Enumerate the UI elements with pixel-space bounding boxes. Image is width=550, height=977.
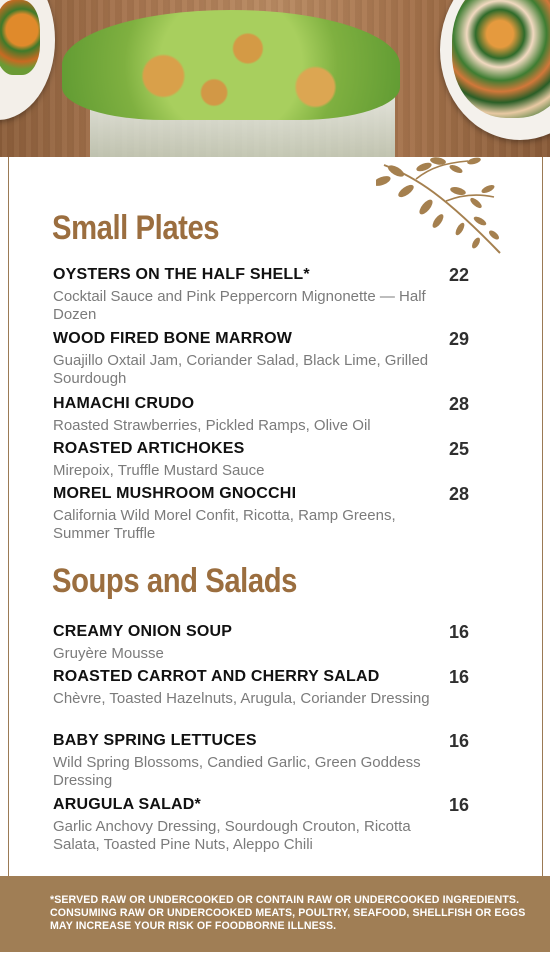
item-description: Chèvre, Toasted Hazelnuts, Arugula, Coriander Dressing (53, 690, 430, 707)
item-description: Roasted Strawberries, Pickled Ramps, Olive Oil (53, 417, 371, 434)
item-description: Mirepoix, Truffle Mustard Sauce (53, 462, 265, 479)
item-price: 28 (449, 394, 470, 414)
branch-ornament-icon (376, 157, 506, 257)
item-price: 16 (449, 622, 470, 642)
menu-item (53, 795, 493, 854)
item-price: 25 (449, 439, 470, 459)
caesar-salad-image (62, 10, 400, 120)
menu-item (53, 731, 493, 790)
item-name: HAMACHI CRUDO (53, 395, 195, 412)
left-plate-food (0, 0, 40, 75)
item-name: OYSTERS ON THE HALF SHELL* (53, 266, 310, 283)
menu-item (53, 667, 493, 708)
item-price: 28 (449, 484, 470, 504)
item-price: 16 (449, 795, 470, 815)
hero-food-photo (0, 0, 550, 157)
allergen-disclaimer-footer (0, 876, 550, 952)
item-name: CREAMY ONION SOUP (53, 623, 233, 640)
item-name: WOOD FIRED BONE MARROW (53, 330, 293, 347)
item-name: ROASTED ARTICHOKES (53, 440, 245, 457)
menu-item (53, 439, 493, 480)
disclaimer-text: *SERVED RAW OR UNDERCOOKED OR CONTAIN RAW OR UNDERCOOKED INGREDIENTS. CONSUMING RAW OR UNDERCOOKED MEATS, POULTRY, SEAFOOD, SHELLFISH OR EGGS MAY INCREASE YOUR RISK OF FOODBORNE ILLNESS. (50, 894, 526, 932)
item-description: Gruyère Mousse (53, 645, 164, 662)
item-price: 16 (449, 731, 470, 751)
menu-item (53, 265, 493, 324)
item-name: BABY SPRING LETTUCES (53, 732, 257, 749)
item-price: 16 (449, 667, 470, 687)
menu-item (53, 394, 493, 435)
menu-item (53, 329, 493, 388)
right-plate-food (452, 0, 550, 118)
item-price: 22 (449, 265, 470, 285)
menu-item (53, 622, 493, 663)
section-title-small-plates: Small Plates (52, 209, 220, 247)
item-description: California Wild Morel Confit, Ricotta, Ramp Greens, Summer Truffle (53, 507, 396, 542)
item-description: Cocktail Sauce and Pink Peppercorn Mignonette — Half Dozen (53, 288, 426, 323)
item-description: Garlic Anchovy Dressing, Sourdough Crouton, Ricotta Salata, Toasted Pine Nuts, Aleppo Chili (53, 818, 411, 853)
item-name: MOREL MUSHROOM GNOCCHI (53, 485, 297, 502)
section-title-soups-and-salads: Soups and Salads (52, 562, 297, 600)
item-description: Wild Spring Blossoms, Candied Garlic, Green Goddess Dressing (53, 754, 421, 789)
item-name: ARUGULA SALAD* (53, 796, 201, 813)
menu-item (53, 484, 493, 543)
item-description: Guajillo Oxtail Jam, Coriander Salad, Black Lime, Grilled Sourdough (53, 352, 429, 387)
item-name: ROASTED CARROT AND CHERRY SALAD (53, 668, 380, 685)
item-price: 29 (449, 329, 470, 349)
